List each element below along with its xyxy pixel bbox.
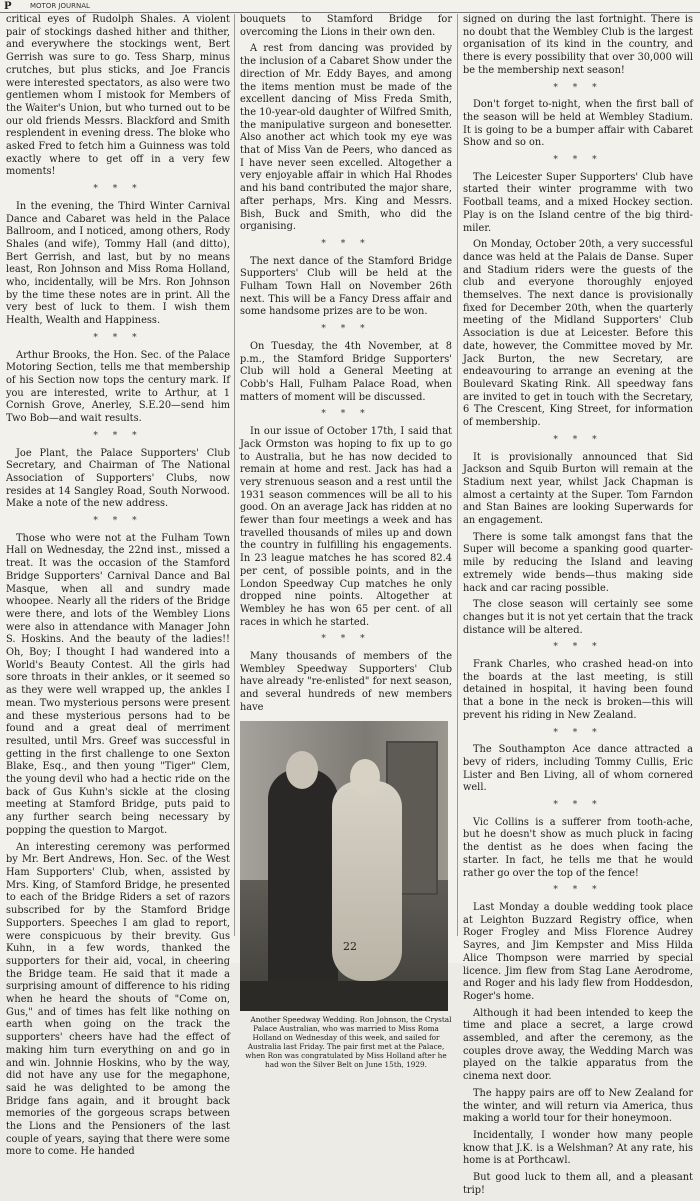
separator: * * * [553, 642, 603, 653]
paragraph: critical eyes of Rudolph Shales. A violent pair of stockings dashed hither and thither, and everywhere the stockings went, Bert Gerrish was sure to go. Tess Sharp, minus crutches, but plus sticks, and Joe Francis were interested spectators, as also were two gentlemen whom I mistook for Members of the Waiter's Union, but who turned out to be our old friends Messrs. Blackford and Smith resplendent in evening dress. The bloke who asked Fred to fetch him a Guinness was told exactly where to get off in a very few moments! [6, 14, 230, 178]
separator: * * * [553, 434, 603, 445]
separator: * * * [321, 634, 371, 645]
paragraph: On Tuesday, the 4th November, at 8 p.m., the Stamford Bridge Supporters' Club will hold a General Meeting at Cobb's Hall, Fulham Palace Road, when matters of moment will be discussed. [240, 340, 452, 403]
header-logo: P [4, 1, 13, 12]
groom-figure [268, 769, 338, 997]
separator: * * * [93, 516, 143, 527]
column-2 [240, 14, 452, 1073]
separator: * * * [321, 238, 371, 249]
paragraph: Many thousands of members of the Wembley Speedway Supporters' Club have already "re-enlisted" for next season, and several hundreds of new members have [240, 651, 452, 713]
paragraph: The Leicester Super Supporters' Club have started their winter programme with two Football teams, and a mixed Hockey section. Play is on the Island centre of the big third-miler. [463, 171, 693, 234]
paragraph: Those who were not at the Fulham Town Hall on Wednesday, the 22nd inst., missed a treat. It was the occasion of the Stamford Bridge Supporters' Carnival Dance and Bal Masque, when all and sundry made whoopee. Nearly all the riders of the Bridge were there, and lots of the Wembley Lions were also in attendance with Manager John S. Hoskins. And the beauty of the ladies!! Oh, Boy; I thought I had wandered into a World's Beauty Contest. All the girls had sore throats in their ankles, or it seemed so as they were well wrapped up, the ankles I mean. Two mysterious persons were present and these mysterious persons had to be found and a great deal of merriment resulted, until Mrs. Greef was successful in getting in the first challenge to one Sexton Blake, Esq., and then young "Tiger" Clem, the young devil who had a hectic ride on the back of Gus Kuhn's sickle at the closing meeting at Stamford Bridge, puts paid to any further search being necessary by popping the question to Margot. [6, 532, 230, 836]
column-3 [463, 14, 693, 1201]
column-rule [457, 14, 458, 936]
page-number: 22 [343, 940, 357, 953]
separator: * * * [553, 800, 603, 811]
paragraph: signed on during the last fortnight. There is no doubt that the Wembley Club is the largest organisation of its kind in the country, and there is every possibility that over 30,000 will be the membership next season! [463, 14, 693, 76]
separator: * * * [553, 155, 603, 166]
separator: * * * [553, 885, 603, 896]
paragraph: Don't forget to-night, when the first ball of the season will be held at Wembley Stadium. It is going to be a bumper affair with Cabaret Show and so on. [463, 99, 693, 149]
paragraph: Vic Collins is a sufferer from tooth-ache, but he doesn't show as much pluck in facing the dentist as he does when facing the starter. In fact, he tells me that he would rather go over the top of the fence! [463, 816, 693, 879]
paragraph: Arthur Brooks, the Hon. Sec. of the Palace Motoring Section, tells me that membership of his Section now tops the century mark. If you are interested, write to Arthur, at 1 Cornish Grove, Anerley, S.E.20—send him Two Bob—and wait results. [6, 349, 230, 425]
paragraph: The close season will certainly see some changes but it is not yet certain that the track distance will be altered. [463, 599, 693, 636]
header-masthead: MOTOR JOURNAL [30, 2, 90, 10]
paragraph: Last Monday a double wedding took place at Leighton Buzzard Registry office, when Roger Frogley and Miss Florence Audrey Sayres, and Jim Kempster and Miss Hilda Alice Thompson were married by special licence. Jim flew from Stag Lane Aerodrome, and Roger and his lady flew from Hoddesdon, Roger's home. [463, 902, 693, 1002]
paragraph: The Southampton Ace dance attracted a bevy of riders, including Tommy Cullis, Eric Lister and Ben Living, all of whom cornered well. [463, 744, 693, 794]
paragraph: But good luck to them all, and a pleasant trip! [463, 1172, 693, 1196]
paragraph: There is some talk amongst fans that the Super will become a spanking good quarter-mile by reducing the Island and leaving extremely wide bends—thus making side hack and car racing possible. [463, 531, 693, 594]
separator: * * * [553, 727, 603, 738]
groom-head [286, 751, 318, 789]
separator: * * * [93, 332, 143, 343]
separator: * * * [553, 82, 603, 93]
photo-caption: Another Speedway Wedding. Ron Johnson, the Crystal Palace Australian, who was married to Miss Roma Holland on Wednesday of this week, and sailed for Australia last Friday. The pair first met at the Palace, when Ron was congratulated by Miss Holland after he had won the Silver Belt on June 15th, 1929. [245, 1014, 452, 1069]
paragraph: In the evening, the Third Winter Carnival Dance and Cabaret was held in the Palace Ballroom, and I noticed, among others, Rody Shales (and wife), Tommy Hall (and ditto), Bert Gerrish, and last, but by no means least, Ron Johnson and Miss Roma Holland, who, incidentally, will be Mrs. Ron Johnson by the time these notes are in print. All the very best of luck to them. I wish them Health, Wealth and Happiness. [6, 200, 230, 327]
separator: * * * [321, 409, 371, 420]
separator: * * * [93, 430, 143, 441]
paragraph: An interesting ceremony was performed by Mr. Bert Andrews, Hon. Sec. of the West Ham Supporters' Club, when, assisted by Mrs. King, of Stamford Bridge, he presented to each of the Bridge Riders a set of razors subscribed for by the Stamford Bridge Supporters. Speeches I am glad to report, were conspicuous by their brevity. Gus Kuhn, in a few words, thanked the supporters for their aid, vocal, in cheering the Bridge team. He said that it made a surprising amount of difference to his riding when he heard the shouts of "Come on, Gus," and of times has felt like nothing on earth when going on the track the supporters' cheers have had the effect of making him turn everything on and go in and win. Johnnie Hoskins, who by the way, did not have any use for the megaphone, said he was delighted to be among the Bridge fans again, and it brought back memories of the gorgeous scraps between the Lions and the Pensioners of the last couple of years, saying that there were some more to come. He handed [6, 841, 230, 1158]
paragraph: On Monday, October 20th, a very successful dance was held at the Palais de Danse. Super and Stadium riders were the guests of the club and everyone thoroughly enjoyed themselves. The next dance is provisionally fixed for December 20th, when the quarterly meeting of the Midland Supporters' Club Association is due at Leicester. Before this date, however, the Committee moved by Mr. Jack Burton, the new Secretary, are endeavouring to arrange an evening at the Boulevard Skating Rink. All speedway fans are invited to get in touch with the Secretary, 6 The Crescent, King Street, for information of membership. [463, 239, 693, 429]
paragraph: The next dance of the Stamford Bridge Supporters' Club will be held at the Fulham Town Hall on November 26th next. This will be a Fancy Dress affair and some handsome prizes are to be won. [240, 255, 452, 318]
photo-floor [240, 981, 448, 1011]
column-rule [234, 14, 235, 936]
wedding-photo [240, 721, 448, 1011]
paragraph: In our issue of October 17th, I said that Jack Ormston was hoping to fix up to go to Australia, but he has now decided to remain at home and rest. Jack has had a very strenuous season and a rest until the 1931 season commences will be all to his good. On an average Jack has ridden at no fewer than four meetings a week and has travelled thousands of miles up and down the country in fulfilling his engagements. In 23 league matches he has scored 82.4 per cent, of possible points, and in the London Speedway Cup matches he only dropped nine points. Altogether at Wembley he has won 65 per cent. of all races in which he started. [240, 426, 452, 628]
bride-head [350, 759, 380, 795]
paragraph: Although it had been intended to keep the time and place a secret, a large crowd assembled, and after the ceremony, as the couples drove away, the Wedding March was played on the talkie apparatus from the cinema next door. [463, 1007, 693, 1083]
paragraph: A rest from dancing was provided by the inclusion of a Cabaret Show under the direction of Mr. Eddy Bayes, and among the items mention must be made of the excellent dancing of Miss Freda Smith, the 10-year-old daughter of Wilfred Smith, the manipulative surgeon and bonesetter. Also another act which took my eye was that of Miss Van de Peers, who danced as I have never seen excelled. Altogether a very enjoyable affair in which Hal Rhodes and his band contributed the major share, after perhaps, Mrs. King and Messrs. Bish, Buck and Smith, who did the organising. [240, 43, 452, 233]
paragraph: bouquets to Stamford Bridge for overcoming the Lions in their own den. [240, 14, 452, 38]
paragraph: The happy pairs are off to New Zealand for the winter, and will return via America, thus making a world tour for their honeymoon. [463, 1087, 693, 1125]
separator: * * * [93, 184, 143, 195]
column-1 [6, 14, 230, 1163]
separator: * * * [321, 324, 371, 335]
paragraph: Frank Charles, who crashed head-on into the boards at the last meeting, is still detained in hospital, it having been found that a bone in the neck is broken—this will prevent his riding in New Zealand. [463, 659, 693, 721]
paragraph: Incidentally, I wonder how many people know that J.K. is a Welshman? At any rate, his home is at Porthcawl. [463, 1129, 693, 1167]
paragraph: Joe Plant, the Palace Supporters' Club Secretary, and Chairman of The National Association of Supporters' Clubs, now resides at 14 Sangley Road, South Norwood. Make a note of the new address. [6, 447, 230, 510]
paragraph: It is provisionally announced that Sid Jackson and Squib Burton will remain at the Stadium next year, whilst Jack Chapman is almost a certainty at the Super. Tom Farndon and Stan Baines are looking Superwards for an engagement. [463, 451, 693, 527]
page-header [0, 0, 700, 13]
